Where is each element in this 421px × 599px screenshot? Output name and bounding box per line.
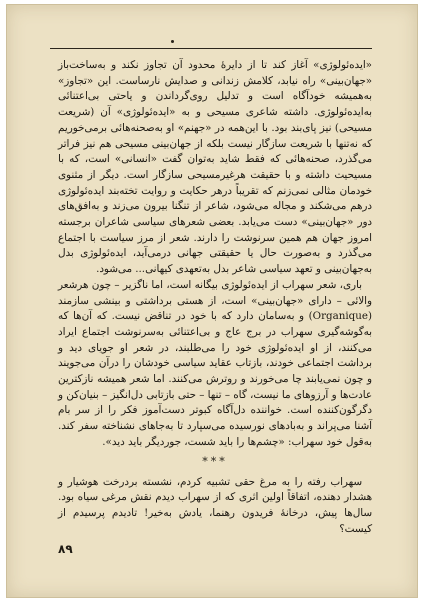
page-number: ۸۹ (58, 542, 73, 556)
paragraph-2: باری، شعر سهراب از ایده‌ئولوژی بیگانه است، اما ناگزیر – چون هرشعر والائی – دارای «جهان‌بینی» است، از هستی برداشتی و بینشی سازمند (Organique) و به‌سامان دارد که با خود در تناقض نیست. که آن‌ها که به‌گوشه‌گیری سهراب در برج عاج و بی‌اعتنائی به‌سرنوشت اجتماع ایراد می‌کنند، از او ایده‌ئولوژی خود را می‌طلبند، در شعر او جویای دید و برداشت اجتماعی خودند، بازتاب عقاید سیاسی خودشان را درآن می‌جویند و چون نمی‌یابند چا می‌خورند و روترش می‌کنند. اما شعر همیشه نازکترین عادت‌ها و آرزوهای ما نیست، گاه – تنها – حتی بازتابی دل‌انگیز – بنیان‌کن و دگرگون‌کننده است. خواننده دل‌آگاه کبوتر دست‌آموز فکر را از سر بام آشنا می‌پراند و به‌بادهای نورسیده می‌سپارد تا به‌جاهای نشناخته سفر کند. به‌قول خود سهراب: «چشم‌ها را باید شست، جوردیگر باید دید». (58, 278, 372, 448)
header-rule (50, 48, 372, 49)
paragraph-3: سهراب رفته را به مرغ حقی تشبیه کردم، نشسته بردرخت هوشیار و هشدار دهنده، اتفاقاً اولین اثری که از سهراب دیدم نقش مرغی سیاه بود. سال‌ها پیش، درخانهٔ فریدون رهنما، یادش به‌خیر! تادیدم پرسیدم از کیست؟ (58, 475, 372, 535)
paragraph-1: «ایده‌ئولوژی» آغاز کند تا از دایرهٔ محدود آن تجاوز نکند و به‌ساخت‌باز «جهان‌بینی» راه نیابد، کلامش زندانی و صدایش نارساست. این «تجاوز» به‌همیشه خودآگاه است و تدلیل روی‌گرداندن و یاحتی بی‌اعتنائی به‌ایده‌ئولوژی. داشته شاعری مسیحی و به «ایده‌ئولوژی» آن (شریعت مسیحی) نیز پای‌بند بود. با این‌همه در «جهنم» او به‌صحنه‌هائی برمی‌خوریم که نه‌تنها با شریعت سازگار نیست بلکه از جهان‌بینی مسیحی هم نیز فراتر می‌گذرد، صحنه‌هائی که فقط شاید به‌توان گفت «انسانی» است، که با مسیحیت داشته و با حقیقت هرغیرمسیحی سازگار است. دیگر از مثنوی خودمان مثالی نمی‌زنم که تقریباً درهر حکایت و روایت تخته‌بند ایده‌ئولوژی درهم می‌شکند و مجاله می‌شود، شاعر از تنگنا بیرون می‌زند و به‌افق‌های دور «جهان‌بینی» دست می‌یابد. بعضی شعرهای سیاسی شاعران برجسته امروز جهان هم همین سرنوشت را دارند. شعر از مرز سیاست با اجتماع می‌گذرد و به‌صورت حال یا حقیقتی جهانی درمی‌آید، ایده‌ئولوژی بدل به‌جهان‌بینی و تعهد سیاسی شاعر بدل به‌تعهدی کیهانی... می‌شود. (58, 59, 372, 276)
article-body (58, 58, 372, 537)
section-separator: *** (202, 454, 228, 468)
header-dot (171, 40, 174, 43)
